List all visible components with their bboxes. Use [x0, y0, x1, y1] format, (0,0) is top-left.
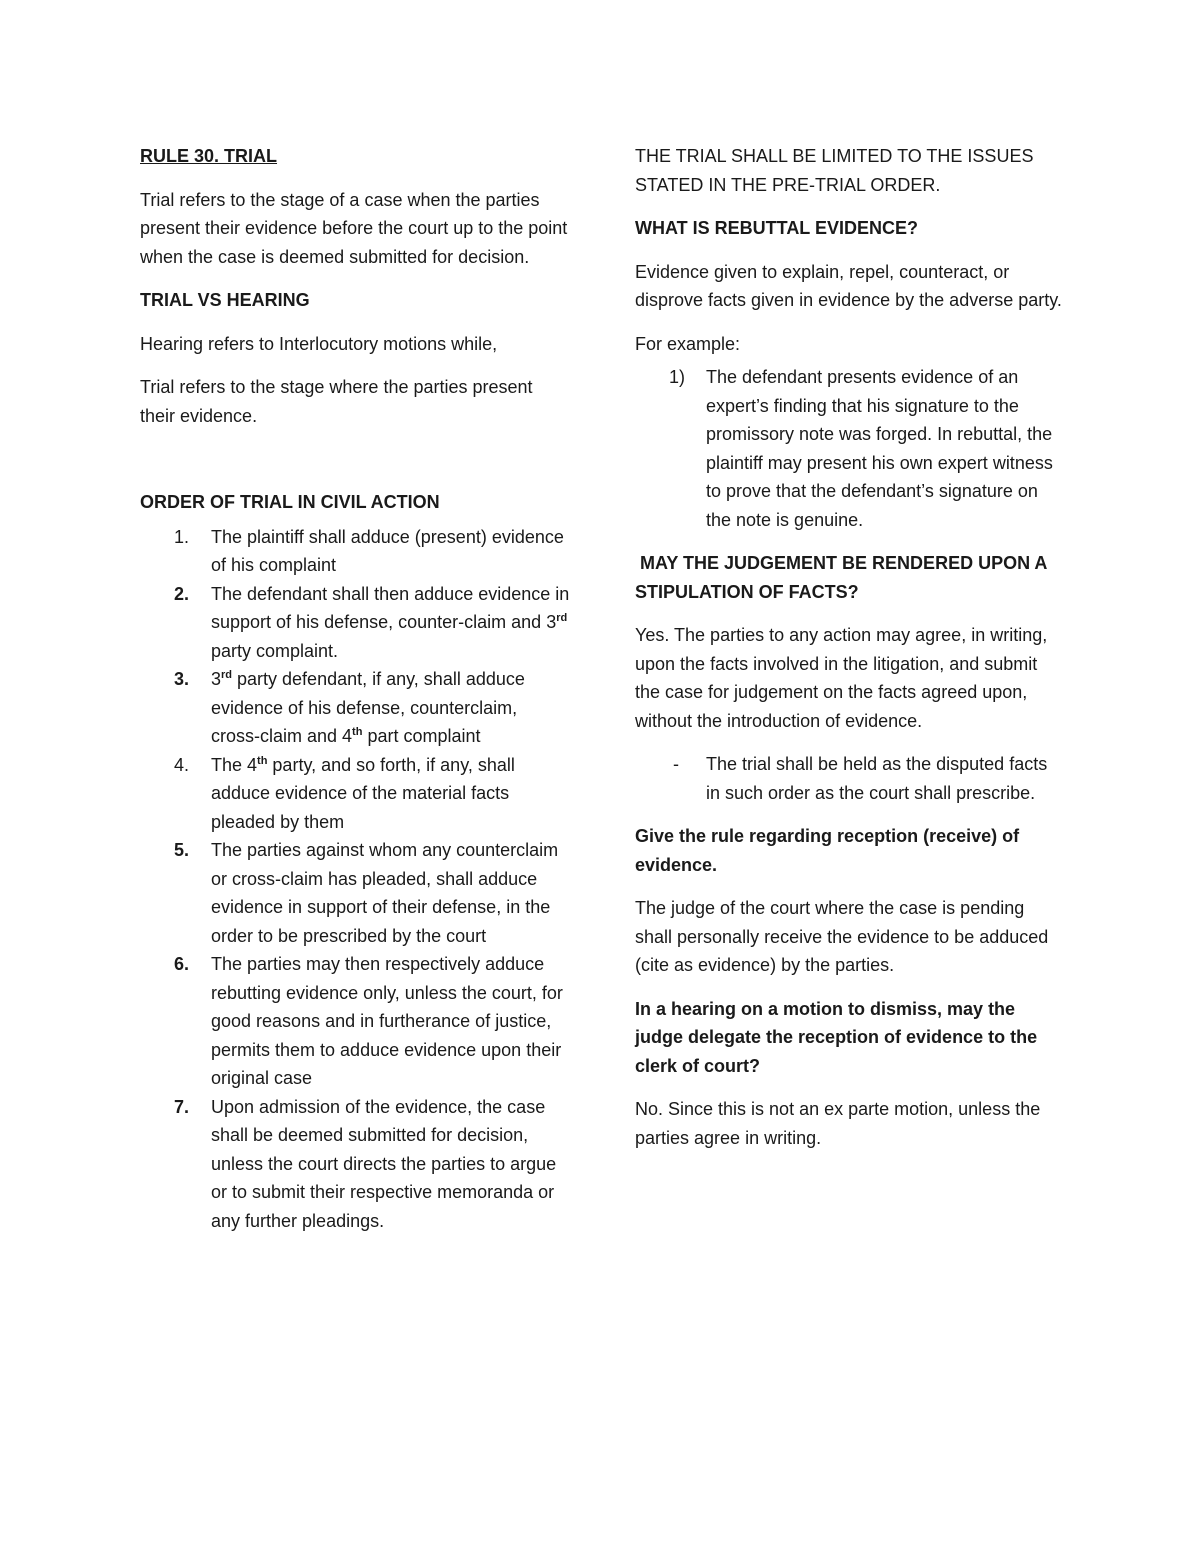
rebuttal-definition: Evidence given to explain, repel, counteract, or disprove facts given in evidence by the adverse party. — [635, 261, 1062, 310]
superscript: th — [352, 726, 363, 738]
list-item — [140, 1093, 570, 1236]
superscript: th — [257, 754, 268, 767]
list-item-text: Upon admission of the evidence, the case shall be deemed submitted for decision, unless the court directs the parties to argue or to submit their respective memoranda or any further pleadings. — [211, 1096, 557, 1231]
stipulation-answer: Yes. The parties to any action may agree, in writing, upon the facts involved in the litigation, and submit the case for judgement on the facts agreed upon, without the introduction of evidence. — [635, 625, 1048, 731]
list-item-number: 4. — [174, 754, 190, 775]
delegate-heading: In a hearing on a motion to dismiss, may the judge delegate the reception of evidence to the clerk of court? — [635, 998, 1038, 1076]
example-label: For example: — [635, 333, 741, 354]
list-item-text: The 4 — [211, 754, 258, 775]
list-item — [635, 363, 1065, 534]
hearing-definition: Hearing refers to Interlocutory motions while, — [140, 333, 498, 354]
list-item — [140, 836, 570, 950]
trial-limited-statement: THE TRIAL SHALL BE LIMITED TO THE ISSUES STATED IN THE PRE-TRIAL ORDER. — [635, 146, 1034, 195]
list-item — [140, 950, 570, 1093]
dash-list — [635, 750, 1065, 807]
list-item-text: 3 — [211, 669, 222, 689]
left-column — [140, 142, 570, 1235]
list-item — [140, 751, 570, 837]
reception-answer: The judge of the court where the case is pending shall personally receive the evidence to be adduced (cite as evidence) by the parties. — [635, 898, 1049, 975]
superscript: rd — [221, 669, 233, 681]
list-item-text: The defendant shall then adduce evidence in support of his defense, counter-claim and 3 — [211, 583, 570, 632]
list-item — [140, 665, 570, 751]
rule-title: RULE 30. TRIAL — [140, 146, 278, 166]
list-item-text: The trial shall be held as the disputed facts in such order as the court shall prescribe. — [706, 754, 1048, 803]
list-item-number: 7. — [174, 1096, 190, 1117]
list-item — [140, 580, 570, 666]
superscript: rd — [556, 612, 568, 624]
list-item-number: 2. — [174, 583, 190, 604]
stipulation-heading: MAY THE JUDGEMENT BE RENDERED UPON A STIPULATION OF FACTS? — [635, 553, 1052, 602]
list-item-number: 1) — [669, 367, 686, 387]
list-item-number: 3. — [174, 669, 190, 689]
list-item-text-end: party complaint. — [211, 640, 339, 661]
order-of-trial-list — [140, 523, 570, 1236]
order-of-trial-heading: ORDER OF TRIAL IN CIVIL ACTION — [140, 492, 440, 512]
list-item-number: 1. — [174, 526, 190, 547]
example-list — [635, 363, 1065, 534]
section-spacer — [140, 445, 570, 488]
rebuttal-heading: WHAT IS REBUTTAL EVIDENCE? — [635, 218, 918, 238]
dash-bullet: - — [673, 754, 679, 774]
right-column — [635, 142, 1065, 1167]
delegate-answer: No. Since this is not an ex parte motion, unless the parties agree in writing. — [635, 1099, 1041, 1148]
list-item-text-mid: party defendant, if any, shall adduce evidence of his defense, counterclaim, cross-claim and 4 — [211, 669, 525, 746]
list-item-text: The parties may then respectively adduce rebutting evidence only, unless the court, for good reasons and in furtherance of justice, permits them to adduce evidence upon their original case — [211, 954, 563, 1088]
reception-heading: Give the rule regarding reception (receive) of evidence. — [635, 826, 1020, 875]
list-item-text: The parties against whom any counterclaim or cross-claim has pleaded, shall adduce evidence in support of their defense, in the order to be prescribed by the court — [211, 840, 559, 946]
list-item — [140, 523, 570, 580]
list-item-text-end: party, and so forth, if any, shall adduce evidence of the material facts pleaded by them — [211, 754, 515, 832]
list-item-text-end: part complaint — [362, 726, 481, 746]
trial-stage-definition: Trial refers to the stage where the parties present their evidence. — [140, 377, 533, 426]
list-item-number: 6. — [174, 954, 190, 974]
list-item — [635, 750, 1065, 807]
trial-vs-hearing-heading: TRIAL VS HEARING — [140, 290, 310, 310]
list-item-number: 5. — [174, 840, 190, 860]
list-item-text: The defendant presents evidence of an expert’s finding that his signature to the promissory note was forged. In rebuttal, the plaintiff may present his own expert witness to prove that the defendant’s signature on the note is genuine. — [706, 367, 1053, 530]
list-item-text: The plaintiff shall adduce (present) evidence of his complaint — [211, 526, 564, 575]
trial-definition: Trial refers to the stage of a case when the parties present their evidence before the court up to the point when the case is deemed submitted for decision. — [140, 189, 568, 267]
